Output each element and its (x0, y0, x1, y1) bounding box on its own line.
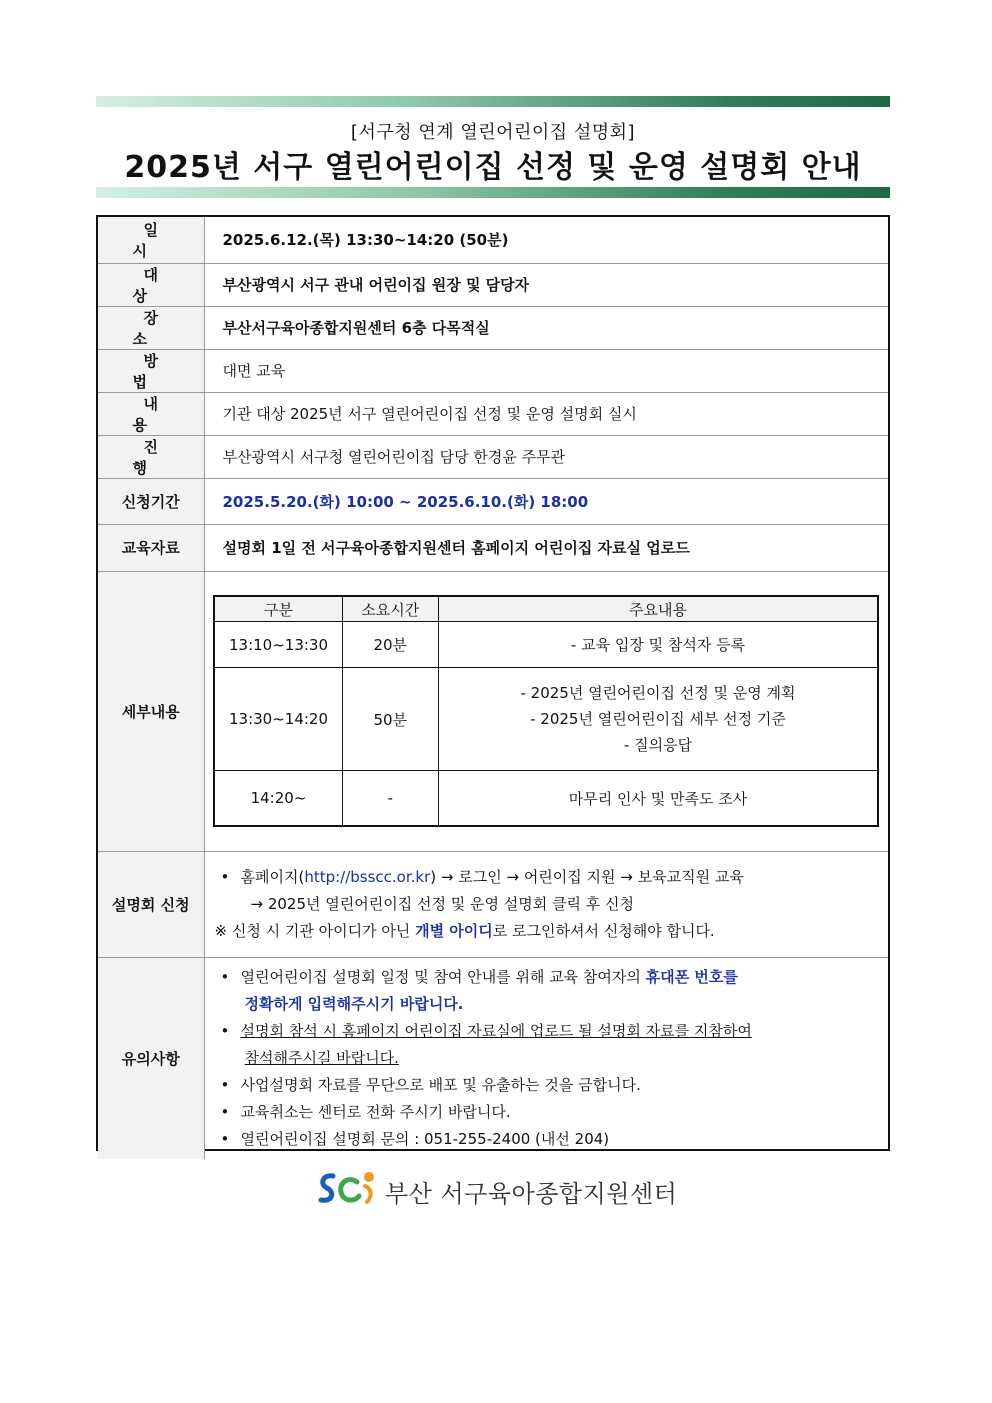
label-apply-period: 신청기간 (98, 478, 204, 524)
label-date: 일 시 (132, 220, 180, 260)
row-target (98, 263, 888, 306)
schedule-header-section: 구분 (214, 596, 342, 622)
schedule-table (213, 595, 879, 827)
individual-id-highlight: 개별 아이디 (415, 921, 493, 940)
row-progress (98, 435, 888, 478)
label-target: 대 상 (132, 265, 180, 305)
schedule-row (214, 668, 878, 771)
schedule-duration: 50분 (342, 668, 438, 771)
schedule-duration: - (342, 771, 438, 826)
row-notes (98, 957, 888, 1159)
value-content: 기관 대상 2025년 서구 열린어린이집 선정 및 운영 설명회 실시 (204, 392, 888, 435)
row-content (98, 392, 888, 435)
bullet-icon: • (220, 1102, 230, 1121)
signup-line2: → 2025년 열린어린이집 선정 및 운영 설명회 클릭 후 신청 (250, 894, 634, 913)
label-notes: 유의사항 (98, 957, 204, 1159)
note-item-cont: 참석해주시길 바랍니다. (244, 1048, 399, 1067)
schedule-content: 마무리 인사 및 만족도 조사 (438, 771, 878, 826)
schedule-row (214, 622, 878, 668)
schedule-content-line: - 2025년 열린어린이집 세부 선정 기준 (530, 710, 786, 729)
row-date (98, 217, 888, 263)
footer-logo (315, 1168, 695, 1208)
schedule-content: - 교육 입장 및 참석자 등록 (438, 622, 878, 668)
note-item: • 사업설명회 자료를 무단으로 배포 및 유출하는 것을 금합니다. (221, 1072, 889, 1099)
value-place: 부산서구육아종합지원센터 6층 다목적실 (204, 306, 888, 349)
info-table (96, 215, 890, 1151)
footer-org-name: 부산 서구육아종합지원센터 (385, 1180, 678, 1208)
label-details: 세부내용 (98, 571, 204, 851)
schedule-header-content: 주요내용 (438, 596, 878, 622)
value-date: 2025.6.12.(목) 13:30~14:20 (50분) (222, 231, 509, 250)
label-progress: 진 행 (132, 437, 180, 477)
schedule-time: 13:10~13:30 (214, 622, 342, 668)
row-method (98, 349, 888, 392)
note-item-cont: 정확하게 입력해주시기 바랍니다. (244, 994, 464, 1013)
bullet-icon: • (220, 1129, 230, 1148)
homepage-link[interactable]: http://bsscc.or.kr (304, 867, 431, 886)
schedule-row (214, 771, 878, 826)
note-item: • 설명회 참석 시 홈페이지 어린이집 자료실에 업로드 될 설명회 자료를 지참하여 (221, 1018, 889, 1045)
value-method: 대면 교육 (204, 349, 888, 392)
label-method: 방 법 (132, 351, 180, 391)
note-item: • 열린어린이집 설명회 문의 : 051-255-2400 (내선 204) (221, 1126, 889, 1153)
bullet-icon: • (220, 1021, 230, 1040)
schedule-duration: 20분 (342, 622, 438, 668)
note-item: • 교육취소는 센터로 전화 주시기 바랍니다. (221, 1099, 889, 1126)
bullet-icon: • (220, 967, 230, 986)
page-title: 2025년 서구 열린어린이집 선정 및 운영 설명회 안내 (124, 150, 862, 185)
row-details (98, 571, 888, 851)
bullet-icon: • (220, 1075, 230, 1094)
row-place (98, 306, 888, 349)
label-place: 장 소 (132, 308, 180, 348)
row-signup: 설명회 신청 • 홈페이지(http://bsscc.or.kr) → 로그인 → 어린이집 지원 → 보육교직원 교육 → 2025년 열린어린이집 선정 및 운영 설명회 클릭 후 신청 ※ 신청 시 기관 아이디가 아닌 개별 아이디로 로그인하셔서 신청해야 합니다. (98, 851, 888, 957)
value-progress: 부산광역시 서구청 열린어린이집 담당 한경윤 주무관 (204, 435, 888, 478)
value-target: 부산광역시 서구 관내 어린이집 원장 및 담당자 (204, 263, 888, 306)
bullet-icon: • (220, 867, 230, 886)
label-materials: 교육자료 (98, 524, 204, 571)
schedule-content-line: - 2025년 열린어린이집 선정 및 운영 계획 (520, 684, 796, 703)
note-item: • 열린어린이집 설명회 일정 및 참여 안내를 위해 교육 참여자의 휴대폰 번호를 (221, 964, 889, 991)
schedule-time: 14:20~ (214, 771, 342, 826)
schedule-content-line: - 질의응답 (623, 736, 693, 755)
header-bottom-bar (96, 187, 890, 198)
value-apply-period: 2025.5.20.(화) 10:00 ~ 2025.6.10.(화) 18:00 (204, 478, 888, 524)
schedule-content (438, 668, 878, 771)
label-signup: 설명회 신청 (98, 851, 204, 957)
label-content: 내 용 (132, 394, 180, 434)
center-logo-icon (315, 1168, 379, 1208)
schedule-header-duration: 소요시간 (342, 596, 438, 622)
value-materials: 설명회 1일 전 서구육아종합지원센터 홈페이지 어린이집 자료실 업로드 (204, 524, 888, 571)
schedule-time: 13:30~14:20 (214, 668, 342, 771)
header-top-bar (96, 96, 890, 107)
row-apply-period (98, 478, 888, 524)
row-materials (98, 524, 888, 571)
page-subtitle: [서구청 연계 열린어린이집 설명회] (350, 122, 636, 143)
